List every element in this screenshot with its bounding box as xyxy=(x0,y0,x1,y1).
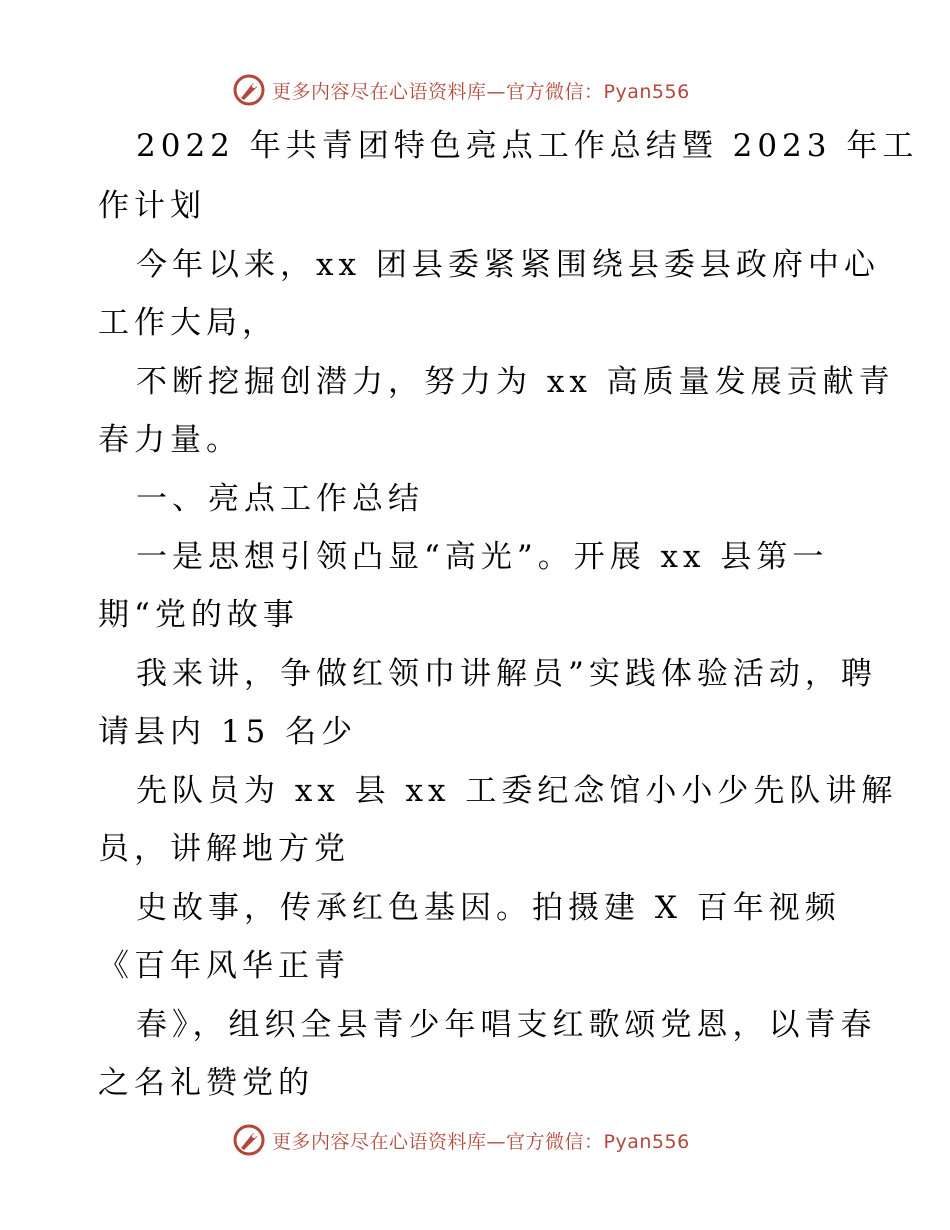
paragraph-3-line-1: 一是思想引领凸显“高光”。开展 xx 县第一 xyxy=(136,539,829,575)
paragraph-5-line-2: 员，讲解地方党 xyxy=(98,831,350,867)
pen-logo-icon xyxy=(232,73,266,107)
paragraph-6-line-2: 《百年风华正青 xyxy=(98,948,350,984)
section-1-heading: 一、亮点工作总结 xyxy=(136,481,424,517)
paragraph-5-line-1: 先队员为 xx 县 xx 工委纪念馆小小少先队讲解 xyxy=(136,773,898,809)
paragraph-4-line-2: 请县内 15 名少 xyxy=(98,714,358,750)
paragraph-6-line-1: 史故事，传承红色基因。拍摄建 X 百年视频 xyxy=(136,890,841,926)
pen-logo-icon xyxy=(232,1123,266,1157)
document-title-line-2: 作计划 xyxy=(98,188,206,224)
paragraph-7-line-1: 春》，组织全县青少年唱支红歌颂党恩，以青春 xyxy=(136,1007,877,1043)
footer-banner-text: 更多内容尽在心语资料库—官方微信：Pyan556 xyxy=(272,1130,690,1153)
paragraph-7-line-2: 之名礼赞党的 xyxy=(98,1065,314,1101)
header-banner xyxy=(232,72,690,108)
header-banner-text: 更多内容尽在心语资料库—官方微信：Pyan556 xyxy=(272,80,690,103)
document-title-line-1: 2022 年共青团特色亮点工作总结暨 2023 年工 xyxy=(136,128,919,164)
paragraph-1-line-1: 今年以来，xx 团县委紧紧围绕县委县政府中心 xyxy=(136,247,880,283)
paragraph-3-line-2: 期“党的故事 xyxy=(98,597,299,633)
footer-banner xyxy=(232,1122,690,1158)
paragraph-2-line-2: 春力量。 xyxy=(98,422,242,458)
paragraph-2-line-1: 不断挖掘创潜力，努力为 xx 高质量发展贡献青 xyxy=(136,364,895,400)
paragraph-4-line-1: 我来讲，争做红领巾讲解员”实践体验活动，聘 xyxy=(136,656,877,692)
paragraph-1-line-2: 工作大局， xyxy=(98,305,278,341)
